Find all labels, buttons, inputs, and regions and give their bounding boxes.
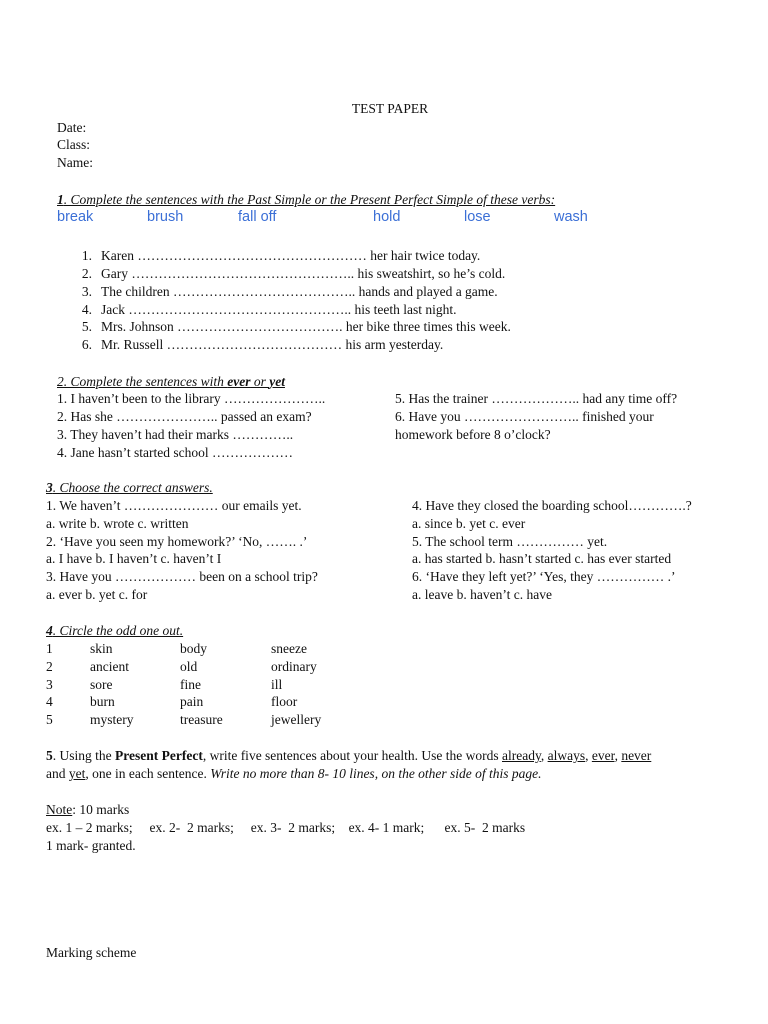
verb-item: wash bbox=[554, 209, 588, 225]
date-field: Date: bbox=[57, 120, 87, 135]
word: jewellery bbox=[271, 712, 322, 727]
granted-mark: 1 mark- granted. bbox=[46, 838, 136, 853]
ex5-text: , write five sentences about your health. Use the words bbox=[202, 748, 502, 763]
page-title: TEST PAPER bbox=[351, 101, 429, 116]
ex2-item: 6. Have you …………………….. finished your bbox=[395, 409, 654, 424]
word: treasure bbox=[180, 712, 223, 727]
ex5-text: . Using the bbox=[52, 748, 115, 763]
marks-breakdown: ex. 1 – 2 marks; ex. 2- 2 marks; ex. 3- 2 marks; ex. 4- 1 mark; ex. 5- 2 marks bbox=[46, 820, 526, 835]
comma: , bbox=[540, 748, 548, 763]
word: fine bbox=[180, 677, 201, 692]
item-text: Jack ………………………………………….. his teeth last night. bbox=[101, 302, 457, 317]
word: ill bbox=[271, 677, 283, 692]
word-ever: ever bbox=[591, 748, 615, 763]
word: floor bbox=[271, 694, 298, 709]
word: old bbox=[180, 659, 198, 674]
ex5-instruction-italic: Write no more than 8- 10 lines, on the other side of this page. bbox=[210, 766, 542, 781]
ex2-item: 2. Has she ………………….. passed an exam? bbox=[57, 409, 312, 424]
note-value: : 10 marks bbox=[72, 802, 130, 817]
word: mystery bbox=[90, 712, 134, 727]
word: burn bbox=[90, 694, 115, 709]
row-number: 1 bbox=[46, 641, 53, 656]
ex4-number: 4 bbox=[46, 623, 53, 638]
ex2-title bbox=[57, 373, 285, 390]
row-number: 5 bbox=[46, 712, 53, 727]
word: sneeze bbox=[271, 641, 307, 656]
ex2-item: 3. They haven’t had their marks ………….. bbox=[57, 427, 294, 442]
ex3-options: a. ever b. yet c. for bbox=[46, 587, 148, 602]
item-number: 4. bbox=[81, 302, 92, 317]
ex5-text: , one in each sentence. bbox=[85, 766, 211, 781]
ex2-item: 1. I haven’t been to the library ………………….. bbox=[57, 391, 326, 406]
odd-one-out-row bbox=[46, 640, 366, 657]
item-text: Mr. Russell ………………………………… his arm yesterday. bbox=[101, 337, 444, 352]
ex1-title bbox=[57, 191, 555, 208]
word-yet: yet bbox=[68, 766, 86, 781]
item-number: 2. bbox=[81, 266, 92, 281]
ex3-question: 1. We haven’t ………………… our emails yet. bbox=[46, 498, 302, 513]
odd-one-out-row bbox=[46, 658, 366, 675]
word: pain bbox=[180, 694, 204, 709]
ex3-question: 6. ‘Have they left yet?’ ‘Yes, they …………… .’ bbox=[412, 569, 676, 584]
word: ancient bbox=[90, 659, 129, 674]
ex3-question: 3. Have you ……………… been on a school trip? bbox=[46, 569, 318, 584]
ex1-item bbox=[70, 301, 456, 318]
verb-item: fall off bbox=[238, 209, 277, 225]
ex3-options: a. leave b. haven’t c. have bbox=[412, 587, 552, 602]
ex3-question: 4. Have they closed the boarding school………….? bbox=[412, 498, 692, 513]
word: skin bbox=[90, 641, 113, 656]
item-number: 3. bbox=[81, 284, 92, 299]
ex1-item bbox=[70, 318, 511, 335]
ex1-instruction: . Complete the sentences with the Past Simple or the Present Perfect Simple of these verbs: bbox=[63, 192, 556, 207]
ex1-number: 1 bbox=[57, 192, 64, 207]
item-text: Karen …………………………………………… her hair twice today. bbox=[101, 248, 481, 263]
ex4-title bbox=[46, 622, 183, 639]
item-number: 1. bbox=[81, 248, 92, 263]
odd-one-out-row bbox=[46, 676, 366, 693]
word-already: already bbox=[502, 748, 541, 763]
item-number: 6. bbox=[81, 337, 92, 352]
verb-item: hold bbox=[373, 209, 401, 225]
ex2-item: 5. Has the trainer ……………….. had any time off? bbox=[395, 391, 678, 406]
item-number: 5. bbox=[81, 319, 92, 334]
marking-scheme-heading: Marking scheme bbox=[46, 945, 137, 960]
ex2-title-or: or bbox=[250, 374, 270, 389]
ex2-item: homework before 8 o’clock? bbox=[395, 427, 551, 442]
ex3-question: 5. The school term …………… yet. bbox=[412, 534, 608, 549]
item-text: The children ………………………………….. hands and played a game. bbox=[101, 284, 498, 299]
note-label: Note bbox=[46, 802, 73, 817]
word-always: always bbox=[547, 748, 586, 763]
ex4-title-text: . Circle the odd one out. bbox=[52, 623, 184, 638]
note-line bbox=[46, 801, 129, 818]
ex3-number: 3 bbox=[46, 480, 53, 495]
ex5-line-1 bbox=[46, 747, 651, 764]
word: body bbox=[180, 641, 207, 656]
ex3-options: a. I have b. I haven’t c. haven’t I bbox=[46, 551, 222, 566]
item-text: Mrs. Johnson ………………………………. her bike three times this week. bbox=[101, 319, 511, 334]
ex2-item: 4. Jane hasn’t started school ……………… bbox=[57, 445, 293, 460]
ex1-item bbox=[70, 336, 443, 353]
ex3-options: a. has started b. hasn’t started c. has ever started bbox=[412, 551, 672, 566]
verb-item: brush bbox=[147, 209, 184, 225]
verb-item: lose bbox=[464, 209, 491, 225]
word: sore bbox=[90, 677, 113, 692]
ex3-title-text: . Choose the correct answers. bbox=[52, 480, 213, 495]
comma: , bbox=[614, 748, 622, 763]
ex1-item bbox=[70, 265, 505, 282]
ex3-options: a. write b. wrote c. written bbox=[46, 516, 189, 531]
ex5-line-2 bbox=[46, 765, 542, 782]
odd-one-out-row bbox=[46, 693, 366, 710]
row-number: 4 bbox=[46, 694, 53, 709]
odd-one-out-row bbox=[46, 711, 366, 728]
verb-item: break bbox=[57, 209, 94, 225]
item-text: Gary ………………………………………….. his sweatshirt, so he’s cold. bbox=[101, 266, 506, 281]
ex2-title-text: 2. Complete the sentences with bbox=[57, 374, 228, 389]
ex1-item bbox=[70, 283, 498, 300]
word-yet: yet bbox=[269, 374, 285, 389]
ex3-options: a. since b. yet c. ever bbox=[412, 516, 526, 531]
row-number: 3 bbox=[46, 677, 53, 692]
ex3-question: 2. ‘Have you seen my homework?’ ‘No, ……. .’ bbox=[46, 534, 308, 549]
ex5-text: and bbox=[46, 766, 69, 781]
word-never: never bbox=[621, 748, 652, 763]
row-number: 2 bbox=[46, 659, 53, 674]
class-field: Class: bbox=[57, 137, 91, 152]
ex1-item bbox=[70, 247, 480, 264]
ex5-number: 5 bbox=[46, 748, 53, 763]
word-ever: ever bbox=[227, 374, 251, 389]
ex3-title bbox=[46, 479, 213, 496]
comma: , bbox=[585, 748, 592, 763]
word: ordinary bbox=[271, 659, 317, 674]
name-field: Name: bbox=[57, 155, 93, 170]
tense-name: Present Perfect bbox=[115, 748, 203, 763]
